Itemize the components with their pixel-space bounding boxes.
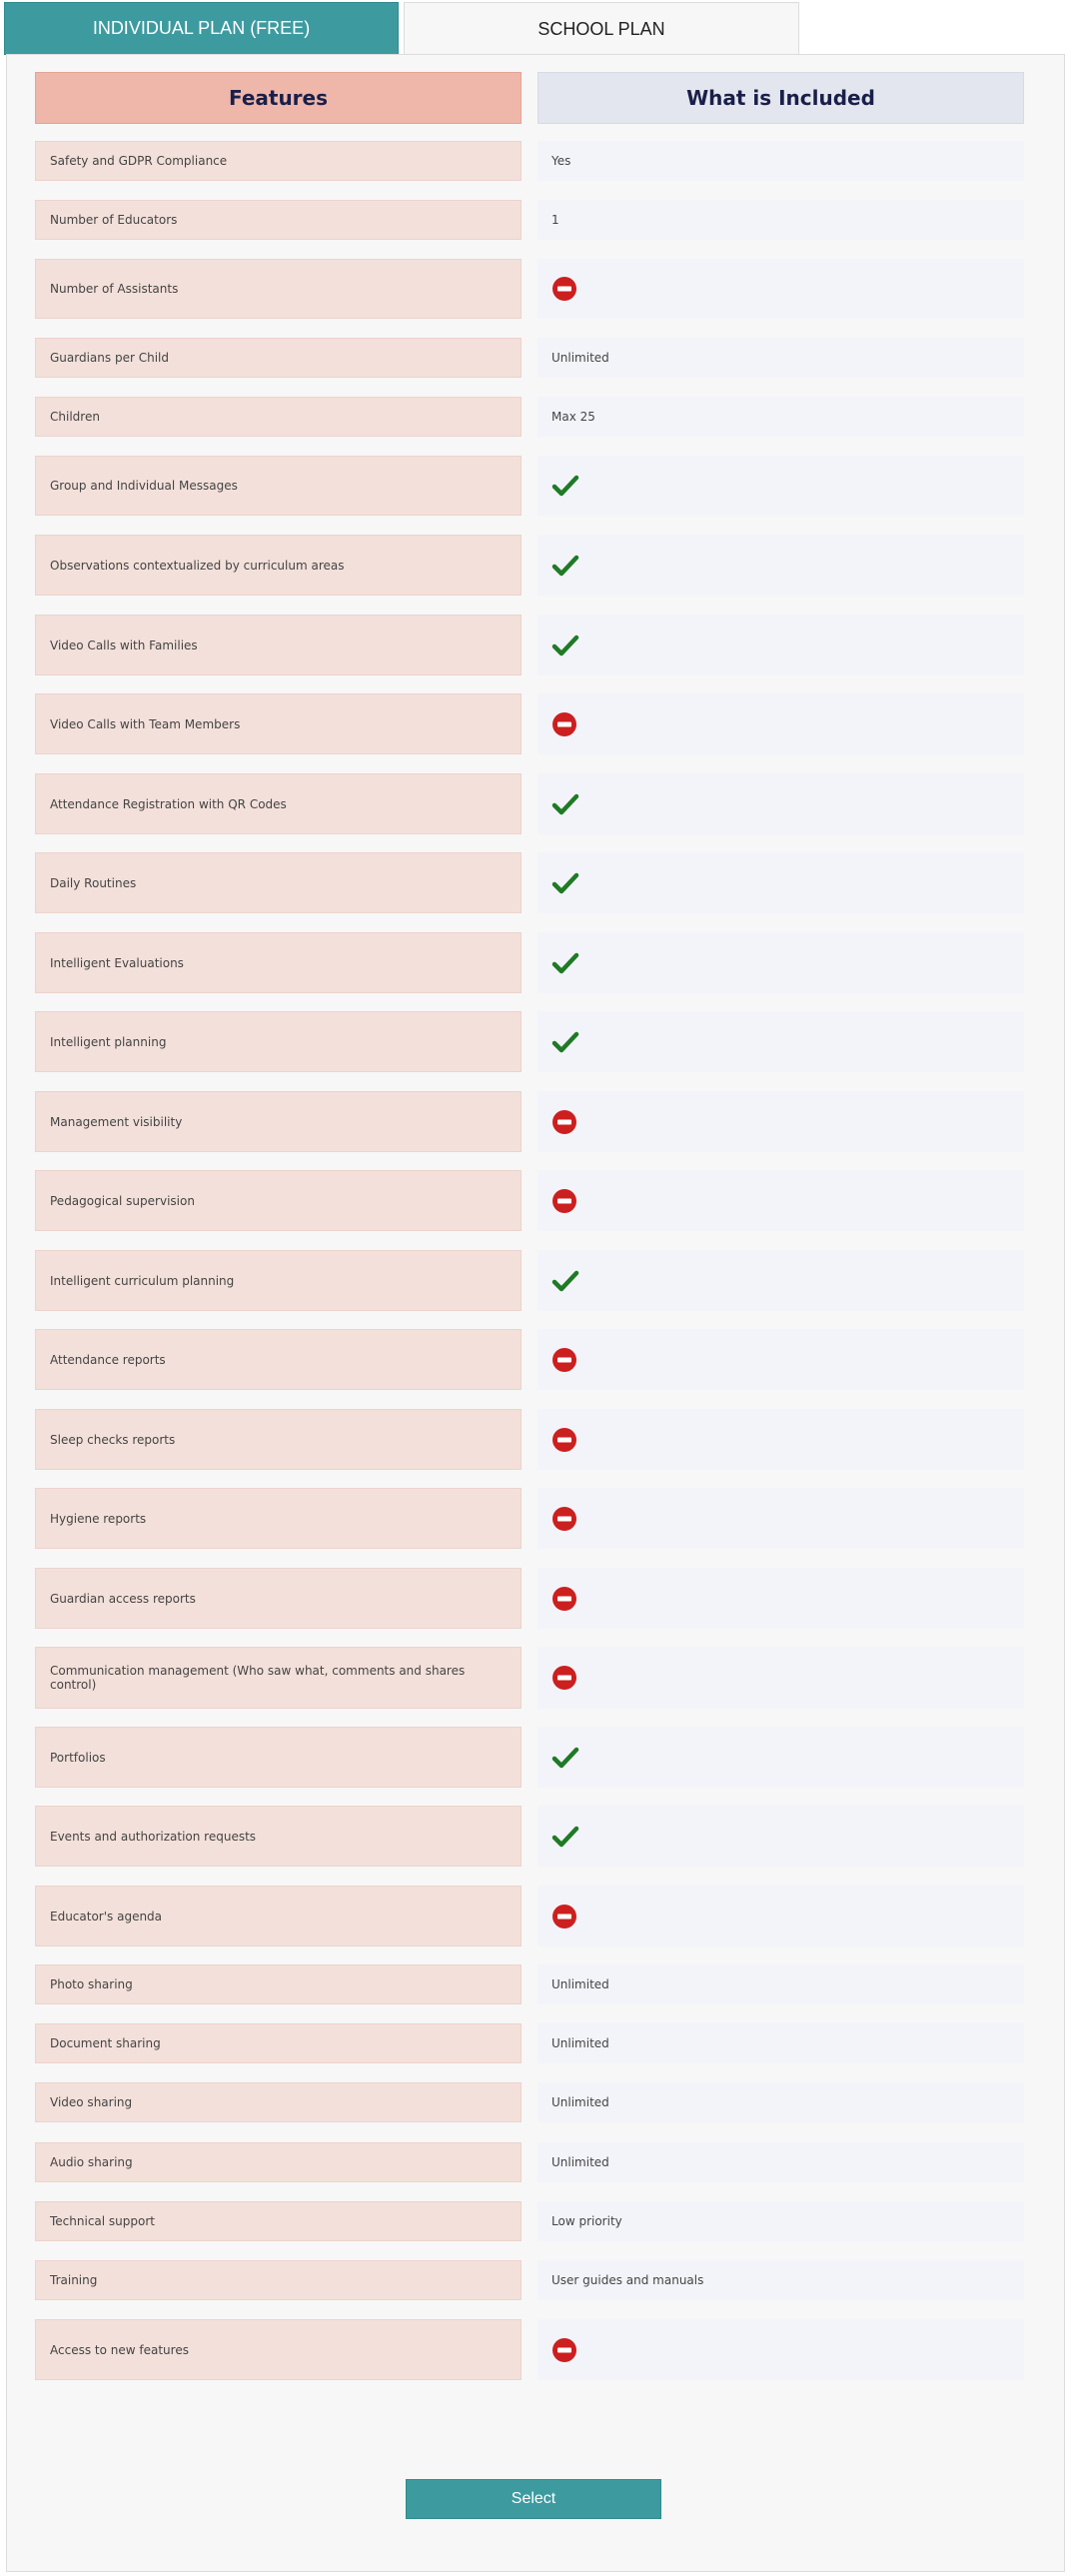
- table-row: [35, 338, 1024, 378]
- included-value: Unlimited: [537, 2142, 1024, 2182]
- table-row: [35, 1727, 1024, 1788]
- included-status: [537, 1329, 1024, 1390]
- feature-name: Safety and GDPR Compliance: [35, 141, 522, 181]
- feature-name: Technical support: [35, 2201, 522, 2241]
- table-row: [35, 2319, 1024, 2380]
- no-entry-icon: [551, 1904, 577, 1930]
- table-row: [35, 1964, 1024, 2004]
- no-entry-icon: [551, 1427, 577, 1453]
- checkmark-icon: [551, 474, 579, 498]
- included-value: Unlimited: [537, 338, 1024, 378]
- feature-name: Guardians per Child: [35, 338, 522, 378]
- feature-name: Intelligent curriculum planning: [35, 1250, 522, 1311]
- table-row: [35, 2023, 1024, 2063]
- feature-name: Video Calls with Families: [35, 615, 522, 675]
- tab-individual-plan[interactable]: INDIVIDUAL PLAN (FREE): [4, 2, 399, 55]
- no-entry-icon: [551, 1665, 577, 1691]
- table-row: [35, 1568, 1024, 1629]
- table-row: [35, 1329, 1024, 1390]
- included-status: [537, 1250, 1024, 1311]
- table-row: [35, 2142, 1024, 2182]
- feature-name: Guardian access reports: [35, 1568, 522, 1629]
- checkmark-icon: [551, 871, 579, 895]
- table-row: [35, 200, 1024, 240]
- included-status: [537, 259, 1024, 319]
- feature-name: Communication management (Who saw what, comments and shares control): [35, 1647, 522, 1709]
- feature-name: Attendance Registration with QR Codes: [35, 773, 522, 834]
- included-status: [537, 1727, 1024, 1788]
- table-row: [35, 852, 1024, 913]
- included-status: [537, 1488, 1024, 1549]
- feature-name: Children: [35, 397, 522, 437]
- feature-name: Group and Individual Messages: [35, 456, 522, 516]
- feature-name: Audio sharing: [35, 2142, 522, 2182]
- checkmark-icon: [551, 951, 579, 975]
- included-status: [537, 1568, 1024, 1629]
- feature-name: Educator's agenda: [35, 1886, 522, 1946]
- included-value: Yes: [537, 141, 1024, 181]
- checkmark-icon: [551, 634, 579, 657]
- table-row: [35, 1409, 1024, 1470]
- included-header: What is Included: [537, 72, 1024, 124]
- included-value: 1: [537, 200, 1024, 240]
- checkmark-icon: [551, 1030, 579, 1054]
- table-row: [35, 1647, 1024, 1709]
- feature-name: Portfolios: [35, 1727, 522, 1788]
- checkmark-icon: [551, 1269, 579, 1293]
- table-row: [35, 2260, 1024, 2300]
- table-row: [35, 615, 1024, 675]
- checkmark-icon: [551, 554, 579, 578]
- table-row: [35, 535, 1024, 596]
- included-status: [537, 1409, 1024, 1470]
- included-value: User guides and manuals: [537, 2260, 1024, 2300]
- table-row: [35, 1091, 1024, 1152]
- feature-name: Management visibility: [35, 1091, 522, 1152]
- table-row: [35, 2201, 1024, 2241]
- feature-name: Photo sharing: [35, 1964, 522, 2004]
- table-row: [35, 456, 1024, 516]
- feature-name: Pedagogical supervision: [35, 1170, 522, 1231]
- no-entry-icon: [551, 1109, 577, 1135]
- table-row: [35, 932, 1024, 993]
- included-status: [537, 615, 1024, 675]
- table-row: [35, 397, 1024, 437]
- included-value: Max 25: [537, 397, 1024, 437]
- feature-name: Document sharing: [35, 2023, 522, 2063]
- feature-name: Training: [35, 2260, 522, 2300]
- feature-name: Number of Educators: [35, 200, 522, 240]
- included-status: [537, 693, 1024, 754]
- included-status: [537, 852, 1024, 913]
- checkmark-icon: [551, 1825, 579, 1849]
- checkmark-icon: [551, 1746, 579, 1770]
- included-status: [537, 773, 1024, 834]
- table-row: [35, 141, 1024, 181]
- included-status: [537, 456, 1024, 516]
- included-value: Low priority: [537, 2201, 1024, 2241]
- feature-name: Video sharing: [35, 2082, 522, 2122]
- no-entry-icon: [551, 1347, 577, 1373]
- table-row: [35, 1170, 1024, 1231]
- included-status: [537, 1806, 1024, 1867]
- feature-name: Attendance reports: [35, 1329, 522, 1390]
- included-status: [537, 535, 1024, 596]
- included-value: Unlimited: [537, 2082, 1024, 2122]
- feature-name: Video Calls with Team Members: [35, 693, 522, 754]
- table-row: [35, 773, 1024, 834]
- feature-name: Access to new features: [35, 2319, 522, 2380]
- included-status: [537, 2319, 1024, 2380]
- included-value: Unlimited: [537, 1964, 1024, 2004]
- feature-name: Intelligent Evaluations: [35, 932, 522, 993]
- no-entry-icon: [551, 276, 577, 302]
- included-status: [537, 932, 1024, 993]
- included-status: [537, 1886, 1024, 1946]
- select-button[interactable]: Select: [406, 2479, 661, 2519]
- included-status: [537, 1091, 1024, 1152]
- table-row: [35, 1886, 1024, 1946]
- table-row: [35, 693, 1024, 754]
- table-row: [35, 2082, 1024, 2122]
- tab-school-plan[interactable]: SCHOOL PLAN: [404, 2, 799, 55]
- no-entry-icon: [551, 711, 577, 737]
- table-row: [35, 1806, 1024, 1867]
- feature-name: Number of Assistants: [35, 259, 522, 319]
- feature-name: Sleep checks reports: [35, 1409, 522, 1470]
- no-entry-icon: [551, 2337, 577, 2363]
- table-row: [35, 1011, 1024, 1072]
- included-status: [537, 1011, 1024, 1072]
- feature-name: Observations contextualized by curriculum areas: [35, 535, 522, 596]
- included-status: [537, 1170, 1024, 1231]
- no-entry-icon: [551, 1506, 577, 1532]
- included-status: [537, 1647, 1024, 1709]
- feature-name: Hygiene reports: [35, 1488, 522, 1549]
- checkmark-icon: [551, 792, 579, 816]
- table-row: [35, 259, 1024, 319]
- table-row: [35, 1250, 1024, 1311]
- features-header: Features: [35, 72, 522, 124]
- feature-name: Events and authorization requests: [35, 1806, 522, 1867]
- no-entry-icon: [551, 1586, 577, 1612]
- plan-tabs: [4, 2, 803, 54]
- feature-name: Intelligent planning: [35, 1011, 522, 1072]
- feature-name: Daily Routines: [35, 852, 522, 913]
- included-value: Unlimited: [537, 2023, 1024, 2063]
- table-row: [35, 1488, 1024, 1549]
- no-entry-icon: [551, 1188, 577, 1214]
